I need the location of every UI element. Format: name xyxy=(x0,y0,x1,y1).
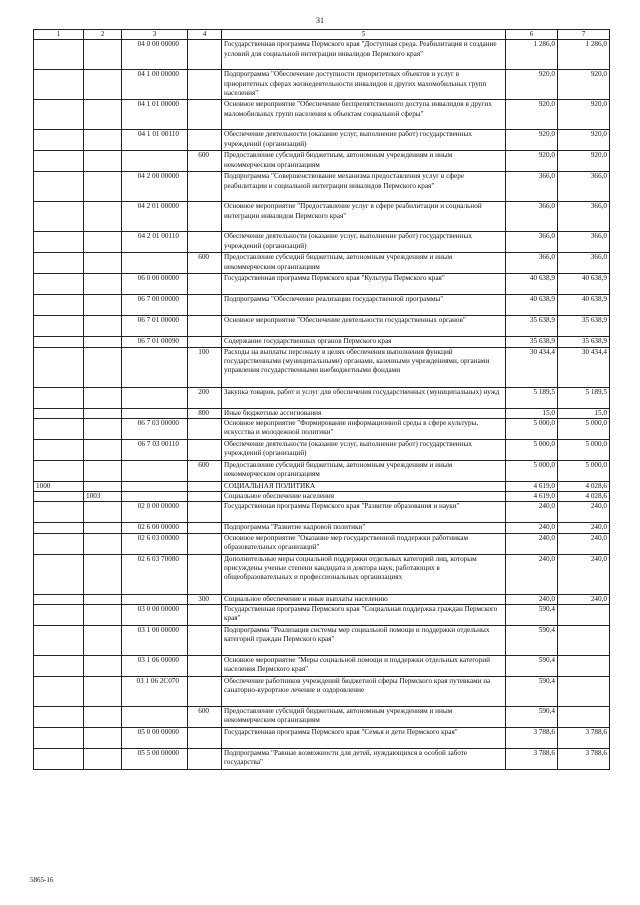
description-cell: Подпрограмма "Развитие кадровой политики" xyxy=(222,523,506,533)
target-code-cell xyxy=(122,481,188,491)
expense-type-cell: 600 xyxy=(188,253,222,274)
amount-cell-2018: 1 286,0 xyxy=(558,40,610,70)
expense-type-cell xyxy=(188,533,222,554)
subsection-cell xyxy=(84,626,122,656)
target-code-cell: 03 1 06 2С070 xyxy=(122,677,188,707)
section-cell xyxy=(34,707,84,728)
target-code-cell: 04 1 00 00000 xyxy=(122,70,188,100)
table-row xyxy=(34,40,610,70)
expense-type-cell xyxy=(188,418,222,439)
description-cell: Обеспечение деятельности (оказание услуг, выполнение работ) государственных учреждений (организаций) xyxy=(222,130,506,151)
amount-cell-2017: 240,0 xyxy=(506,533,558,554)
column-header: 1 xyxy=(34,30,84,40)
column-header: 7 xyxy=(558,30,610,40)
subsection-cell xyxy=(84,232,122,253)
table-row xyxy=(34,130,610,151)
description-cell: Расходы на выплаты персоналу в целях обеспечения выполнения функций государственными (муниципальными) органами, казенными учреждениями, органами управления государственными внебюджетными фондами xyxy=(222,347,506,387)
section-cell xyxy=(34,492,84,502)
section-cell xyxy=(34,100,84,130)
subsection-cell xyxy=(84,728,122,749)
section-cell xyxy=(34,40,84,70)
amount-cell-2018: 240,0 xyxy=(558,594,610,604)
section-cell xyxy=(34,337,84,347)
table-row xyxy=(34,533,610,554)
description-cell: Подпрограмма "Равные возможности для детей, нуждающихся в особой заботе государства" xyxy=(222,749,506,770)
table-row xyxy=(34,274,610,295)
subsection-cell xyxy=(84,100,122,130)
target-code-cell xyxy=(122,492,188,502)
amount-cell-2018: 4 028,6 xyxy=(558,481,610,491)
expense-type-cell xyxy=(188,232,222,253)
subsection-cell xyxy=(84,295,122,316)
expense-type-cell xyxy=(188,40,222,70)
description-cell: Государственная программа Пермского края "Семья и дети Пермского края" xyxy=(222,728,506,749)
description-cell: Основное мероприятие "Обеспечение деятельности государственных органов" xyxy=(222,316,506,337)
amount-cell-2017: 35 638,9 xyxy=(506,316,558,337)
amount-cell-2018: 920,0 xyxy=(558,70,610,100)
target-code-cell: 06 7 03 00110 xyxy=(122,439,188,460)
expense-type-cell xyxy=(188,656,222,677)
target-code-cell: 06 7 00 00000 xyxy=(122,295,188,316)
subsection-cell xyxy=(84,533,122,554)
target-code-cell: 04 0 00 00000 xyxy=(122,40,188,70)
amount-cell-2018: 3 788,6 xyxy=(558,728,610,749)
target-code-cell xyxy=(122,460,188,481)
expense-type-cell xyxy=(188,316,222,337)
table-row xyxy=(34,677,610,707)
section-cell xyxy=(34,418,84,439)
table-row xyxy=(34,728,610,749)
table-row xyxy=(34,100,610,130)
section-cell xyxy=(34,605,84,626)
table-row xyxy=(34,70,610,100)
subsection-cell xyxy=(84,656,122,677)
amount-cell-2017: 4 619,0 xyxy=(506,492,558,502)
amount-cell-2017: 920,0 xyxy=(506,151,558,172)
amount-cell-2017: 366,0 xyxy=(506,172,558,202)
subsection-cell xyxy=(84,337,122,347)
description-cell: Обеспечение деятельности (оказание услуг, выполнение работ) государственных учреждений (организаций) xyxy=(222,439,506,460)
amount-cell-2017: 3 788,6 xyxy=(506,749,558,770)
expense-type-cell: 600 xyxy=(188,151,222,172)
section-cell xyxy=(34,408,84,418)
target-code-cell: 02 6 03 70080 xyxy=(122,554,188,594)
amount-cell-2017: 40 638,9 xyxy=(506,274,558,295)
table-row xyxy=(34,554,610,594)
description-cell: Государственная программа Пермского края "Культура Пермского края" xyxy=(222,274,506,295)
target-code-cell: 06 7 03 00000 xyxy=(122,418,188,439)
section-cell xyxy=(34,202,84,232)
section-cell xyxy=(34,460,84,481)
expense-type-cell: 200 xyxy=(188,387,222,408)
table-row xyxy=(34,481,610,491)
amount-cell-2018: 5 000,0 xyxy=(558,460,610,481)
target-code-cell: 06 7 01 00000 xyxy=(122,316,188,337)
expense-type-cell xyxy=(188,295,222,316)
amount-cell-2018 xyxy=(558,677,610,707)
description-cell: Иные бюджетные ассигнования xyxy=(222,408,506,418)
expense-type-cell: 100 xyxy=(188,347,222,387)
target-code-cell: 04 2 01 00000 xyxy=(122,202,188,232)
column-header: 3 xyxy=(122,30,188,40)
description-cell: Обеспечение работников учреждений бюджетной сферы Пермского края путевками на санаторно-курортное лечение и оздоровление xyxy=(222,677,506,707)
section-cell xyxy=(34,554,84,594)
amount-cell-2017: 590,4 xyxy=(506,707,558,728)
subsection-cell xyxy=(84,677,122,707)
amount-cell-2017: 5 000,0 xyxy=(506,418,558,439)
expense-type-cell: 300 xyxy=(188,594,222,604)
amount-cell-2017: 920,0 xyxy=(506,70,558,100)
target-code-cell: 04 2 01 00110 xyxy=(122,232,188,253)
amount-cell-2017: 366,0 xyxy=(506,202,558,232)
amount-cell-2017: 4 619,0 xyxy=(506,481,558,491)
table-row xyxy=(34,172,610,202)
subsection-cell xyxy=(84,749,122,770)
expense-type-cell xyxy=(188,100,222,130)
amount-cell-2017: 40 638,9 xyxy=(506,295,558,316)
table-row xyxy=(34,492,610,502)
section-cell xyxy=(34,295,84,316)
amount-cell-2017: 240,0 xyxy=(506,502,558,523)
subsection-cell xyxy=(84,172,122,202)
target-code-cell: 04 2 00 00000 xyxy=(122,172,188,202)
amount-cell-2017: 1 286,0 xyxy=(506,40,558,70)
header-row xyxy=(34,30,610,40)
target-code-cell: 02 0 00 00000 xyxy=(122,502,188,523)
table-row xyxy=(34,460,610,481)
table-row xyxy=(34,347,610,387)
amount-cell-2018: 366,0 xyxy=(558,253,610,274)
description-cell: Подпрограмма "Совершенствование механизма предоставления услуг в сфере реабилитации и социальной интеграции инвалидов Пермского края" xyxy=(222,172,506,202)
section-cell xyxy=(34,656,84,677)
expense-type-cell xyxy=(188,502,222,523)
amount-cell-2018: 240,0 xyxy=(558,533,610,554)
expense-type-cell xyxy=(188,202,222,232)
expense-type-cell xyxy=(188,439,222,460)
amount-cell-2018 xyxy=(558,656,610,677)
amount-cell-2017: 240,0 xyxy=(506,594,558,604)
amount-cell-2017: 30 434,4 xyxy=(506,347,558,387)
subsection-cell xyxy=(84,605,122,626)
expense-type-cell: 800 xyxy=(188,408,222,418)
table-row xyxy=(34,626,610,656)
table-row xyxy=(34,408,610,418)
table-row xyxy=(34,594,610,604)
amount-cell-2017: 3 788,6 xyxy=(506,728,558,749)
target-code-cell: 06 0 00 00000 xyxy=(122,274,188,295)
amount-cell-2017: 5 000,0 xyxy=(506,460,558,481)
section-cell xyxy=(34,232,84,253)
amount-cell-2018: 4 028,6 xyxy=(558,492,610,502)
target-code-cell xyxy=(122,347,188,387)
table-row xyxy=(34,523,610,533)
amount-cell-2018: 240,0 xyxy=(558,502,610,523)
amount-cell-2018: 30 434,4 xyxy=(558,347,610,387)
description-cell: Закупка товаров, работ и услуг для обеспечения государственных (муниципальных) нужд xyxy=(222,387,506,408)
subsection-cell xyxy=(84,502,122,523)
amount-cell-2018 xyxy=(558,626,610,656)
amount-cell-2018: 920,0 xyxy=(558,100,610,130)
subsection-cell xyxy=(84,554,122,594)
target-code-cell xyxy=(122,151,188,172)
section-cell xyxy=(34,151,84,172)
expense-type-cell xyxy=(188,728,222,749)
table-row xyxy=(34,316,610,337)
table-row xyxy=(34,656,610,677)
section-cell: 1000 xyxy=(34,481,84,491)
expense-type-cell xyxy=(188,677,222,707)
expense-type-cell xyxy=(188,749,222,770)
amount-cell-2017: 590,4 xyxy=(506,677,558,707)
amount-cell-2017: 15,0 xyxy=(506,408,558,418)
description-cell: Предоставление субсидий бюджетным, автономным учреждениям и иным некоммерческим организациям xyxy=(222,151,506,172)
table-row xyxy=(34,337,610,347)
amount-cell-2017: 240,0 xyxy=(506,523,558,533)
amount-cell-2018: 3 788,6 xyxy=(558,749,610,770)
section-cell xyxy=(34,130,84,151)
expense-type-cell xyxy=(188,70,222,100)
expense-type-cell xyxy=(188,626,222,656)
section-cell xyxy=(34,172,84,202)
amount-cell-2018: 366,0 xyxy=(558,202,610,232)
subsection-cell xyxy=(84,274,122,295)
subsection-cell xyxy=(84,594,122,604)
expense-type-cell: 600 xyxy=(188,707,222,728)
amount-cell-2018: 5 000,0 xyxy=(558,418,610,439)
section-cell xyxy=(34,347,84,387)
description-cell: Основное мероприятие "Обеспечение беспрепятственного доступа инвалидов в других маломобильных групп населения к объектам социальной сферы" xyxy=(222,100,506,130)
target-code-cell: 03 0 00 00000 xyxy=(122,605,188,626)
amount-cell-2017: 35 638,9 xyxy=(506,337,558,347)
subsection-cell xyxy=(84,408,122,418)
amount-cell-2018: 240,0 xyxy=(558,554,610,594)
target-code-cell: 04 1 01 00000 xyxy=(122,100,188,130)
table-row xyxy=(34,418,610,439)
subsection-cell xyxy=(84,253,122,274)
expense-type-cell xyxy=(188,130,222,151)
expense-type-cell xyxy=(188,274,222,295)
amount-cell-2018: 920,0 xyxy=(558,151,610,172)
description-cell: СОЦИАЛЬНАЯ ПОЛИТИКА xyxy=(222,481,506,491)
column-header: 2 xyxy=(84,30,122,40)
expense-type-cell xyxy=(188,605,222,626)
table-body xyxy=(34,40,610,770)
subsection-cell xyxy=(84,202,122,232)
section-cell xyxy=(34,594,84,604)
subsection-cell xyxy=(84,439,122,460)
subsection-cell xyxy=(84,418,122,439)
amount-cell-2018 xyxy=(558,605,610,626)
description-cell: Подпрограмма "Обеспечение реализации государственной программы" xyxy=(222,295,506,316)
subsection-cell xyxy=(84,347,122,387)
target-code-cell xyxy=(122,594,188,604)
table-row xyxy=(34,151,610,172)
amount-cell-2018: 366,0 xyxy=(558,232,610,253)
section-cell xyxy=(34,533,84,554)
description-cell: Подпрограмма "Реализация системы мер социальной помощи и поддержки отдельных категорий граждан Пермского края" xyxy=(222,626,506,656)
amount-cell-2017: 920,0 xyxy=(506,100,558,130)
section-cell xyxy=(34,677,84,707)
description-cell: Основное мероприятие "Предоставление услуг в сфере реабилитации и социальной интеграции инвалидов Пермского края" xyxy=(222,202,506,232)
table-row xyxy=(34,605,610,626)
table-row xyxy=(34,253,610,274)
target-code-cell xyxy=(122,387,188,408)
target-code-cell: 02 6 00 00000 xyxy=(122,523,188,533)
description-cell: Дополнительные меры социальной поддержки отдельных категорий лиц, которым присуждены ученые степени кандидата и доктора наук, работающих в общеобразовательных и профессиональных организациях xyxy=(222,554,506,594)
amount-cell-2018: 240,0 xyxy=(558,523,610,533)
amount-cell-2017: 366,0 xyxy=(506,253,558,274)
section-cell xyxy=(34,253,84,274)
amount-cell-2018: 5 000,0 xyxy=(558,439,610,460)
description-cell: Основное мероприятие "Формирование информационной среды в сфере культуры, искусства и молодежной политики" xyxy=(222,418,506,439)
column-header: 4 xyxy=(188,30,222,40)
column-header: 5 xyxy=(222,30,506,40)
subsection-cell xyxy=(84,151,122,172)
description-cell: Обеспечение деятельности (оказание услуг, выполнение работ) государственных учреждений (организаций) xyxy=(222,232,506,253)
target-code-cell: 06 7 01 00090 xyxy=(122,337,188,347)
table-row xyxy=(34,749,610,770)
amount-cell-2017: 240,0 xyxy=(506,554,558,594)
expense-type-cell xyxy=(188,481,222,491)
section-cell xyxy=(34,626,84,656)
subsection-cell xyxy=(84,130,122,151)
amount-cell-2018: 35 638,9 xyxy=(558,316,610,337)
description-cell: Основное мероприятие "Оказание мер государственной поддержки работникам образовательных организаций" xyxy=(222,533,506,554)
amount-cell-2017: 920,0 xyxy=(506,130,558,151)
description-cell: Государственная программа Пермского края "Социальная поддержка граждан Пермского края" xyxy=(222,605,506,626)
subsection-cell: 1003 xyxy=(84,492,122,502)
amount-cell-2018: 920,0 xyxy=(558,130,610,151)
subsection-cell xyxy=(84,707,122,728)
expense-type-cell xyxy=(188,554,222,594)
target-code-cell: 05 5 00 00000 xyxy=(122,749,188,770)
table-row xyxy=(34,202,610,232)
document-code: 5865-16 xyxy=(30,876,54,884)
section-cell xyxy=(34,749,84,770)
subsection-cell xyxy=(84,523,122,533)
amount-cell-2018: 40 638,9 xyxy=(558,274,610,295)
expense-type-cell xyxy=(188,172,222,202)
amount-cell-2017: 366,0 xyxy=(506,232,558,253)
subsection-cell xyxy=(84,481,122,491)
subsection-cell xyxy=(84,316,122,337)
description-cell: Предоставление субсидий бюджетным, автономным учреждениям и иным некоммерческим организациям xyxy=(222,707,506,728)
section-cell xyxy=(34,274,84,295)
subsection-cell xyxy=(84,70,122,100)
amount-cell-2018: 15,0 xyxy=(558,408,610,418)
description-cell: Социальное обеспечение и иные выплаты населению xyxy=(222,594,506,604)
description-cell: Государственная программа Пермского края "Развитие образования и науки" xyxy=(222,502,506,523)
table-row xyxy=(34,295,610,316)
subsection-cell xyxy=(84,387,122,408)
amount-cell-2018: 35 638,9 xyxy=(558,337,610,347)
amount-cell-2018: 366,0 xyxy=(558,172,610,202)
amount-cell-2017: 5 189,5 xyxy=(506,387,558,408)
section-cell xyxy=(34,70,84,100)
section-cell xyxy=(34,387,84,408)
section-cell xyxy=(34,316,84,337)
budget-table xyxy=(33,29,610,770)
amount-cell-2017: 590,4 xyxy=(506,656,558,677)
target-code-cell: 03 1 00 00000 xyxy=(122,626,188,656)
table-row xyxy=(34,387,610,408)
section-cell xyxy=(34,439,84,460)
description-cell: Основное мероприятие "Меры социальной помощи и поддержки отдельных категорий населения Пермского края" xyxy=(222,656,506,677)
expense-type-cell xyxy=(188,523,222,533)
amount-cell-2018 xyxy=(558,707,610,728)
amount-cell-2018: 40 638,9 xyxy=(558,295,610,316)
table-row xyxy=(34,439,610,460)
amount-cell-2017: 5 000,0 xyxy=(506,439,558,460)
amount-cell-2018: 5 189,5 xyxy=(558,387,610,408)
description-cell: Подпрограмма "Обеспечение доступности приоритетных объектов и услуг в приоритетных сферах жизнедеятельности инвалидов и других маломобильных групп населения" xyxy=(222,70,506,100)
budget-table-container xyxy=(33,29,609,770)
target-code-cell xyxy=(122,253,188,274)
section-cell xyxy=(34,502,84,523)
description-cell: Социальное обеспечение населения xyxy=(222,492,506,502)
column-header: 6 xyxy=(506,30,558,40)
table-row xyxy=(34,707,610,728)
description-cell: Предоставление субсидий бюджетным, автономным учреждениям и иным некоммерческим организациям xyxy=(222,460,506,481)
description-cell: Государственная программа Пермского края "Доступная среда. Реабилитация и создание условий для социальной интеграции инвалидов Пермского края" xyxy=(222,40,506,70)
section-cell xyxy=(34,523,84,533)
expense-type-cell xyxy=(188,492,222,502)
target-code-cell xyxy=(122,707,188,728)
table-row xyxy=(34,502,610,523)
expense-type-cell: 600 xyxy=(188,460,222,481)
description-cell: Содержание государственных органов Пермского края xyxy=(222,337,506,347)
expense-type-cell xyxy=(188,337,222,347)
subsection-cell xyxy=(84,40,122,70)
page-number: 31 xyxy=(316,16,324,25)
section-cell xyxy=(34,728,84,749)
target-code-cell: 05 0 00 00000 xyxy=(122,728,188,749)
table-row xyxy=(34,232,610,253)
target-code-cell: 04 1 01 00110 xyxy=(122,130,188,151)
target-code-cell xyxy=(122,408,188,418)
amount-cell-2017: 590,4 xyxy=(506,605,558,626)
subsection-cell xyxy=(84,460,122,481)
description-cell: Предоставление субсидий бюджетным, автономным учреждениям и иным некоммерческим организациям xyxy=(222,253,506,274)
target-code-cell: 02 6 03 00000 xyxy=(122,533,188,554)
target-code-cell: 03 1 06 00000 xyxy=(122,656,188,677)
amount-cell-2017: 590,4 xyxy=(506,626,558,656)
